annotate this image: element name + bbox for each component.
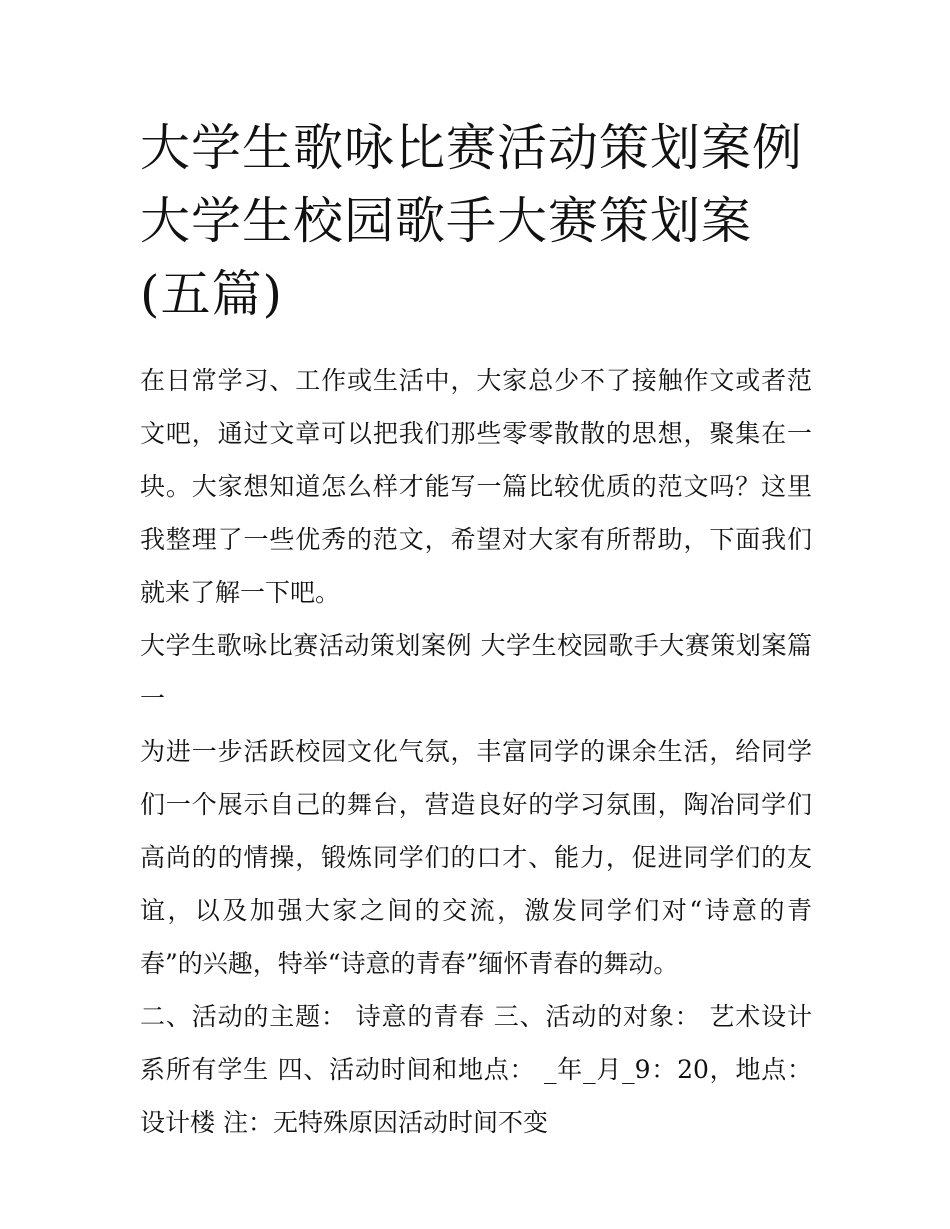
document-title: 大学生歌咏比赛活动策划案例 大学生校园歌手大赛策划案(五篇) — [140, 119, 803, 323]
body-paragraph-details: 二、活动的主题： 诗意的青春 三、活动的对象： 艺术设计系所有学生 四、活动时间和地点： _年_月_9：20，地点：设计楼 注：无特殊原因活动时间不变 — [140, 1002, 812, 1137]
document-page — [140, 112, 820, 1149]
section-heading: 大学生歌咏比赛活动策划案例 大学生校园歌手大赛策划案篇一 — [140, 631, 812, 713]
intro-paragraph: 在日常学习、工作或生活中，大家总少不了接触作文或者范文吧，通过文章可以把我们那些零零散散的思想，聚集在一块。大家想知道怎么样才能写一篇比较优质的范文吗？这里我整理了一些优秀的范文，希望对大家有所帮助，下面我们就来了解一下吧。 — [140, 366, 812, 607]
body-paragraph-purpose: 为进一步活跃校园文化气氛，丰富同学的课余生活，给同学们一个展示自己的舞台，营造良好的学习氛围，陶冶同学们高尚的的情操，锻炼同学们的口才、能力，促进同学们的友谊，以及加强大家之间的交流，激发同学们对“诗意的青春”的兴趣，特举“诗意的青春”缅怀青春的舞动。 — [140, 737, 812, 978]
